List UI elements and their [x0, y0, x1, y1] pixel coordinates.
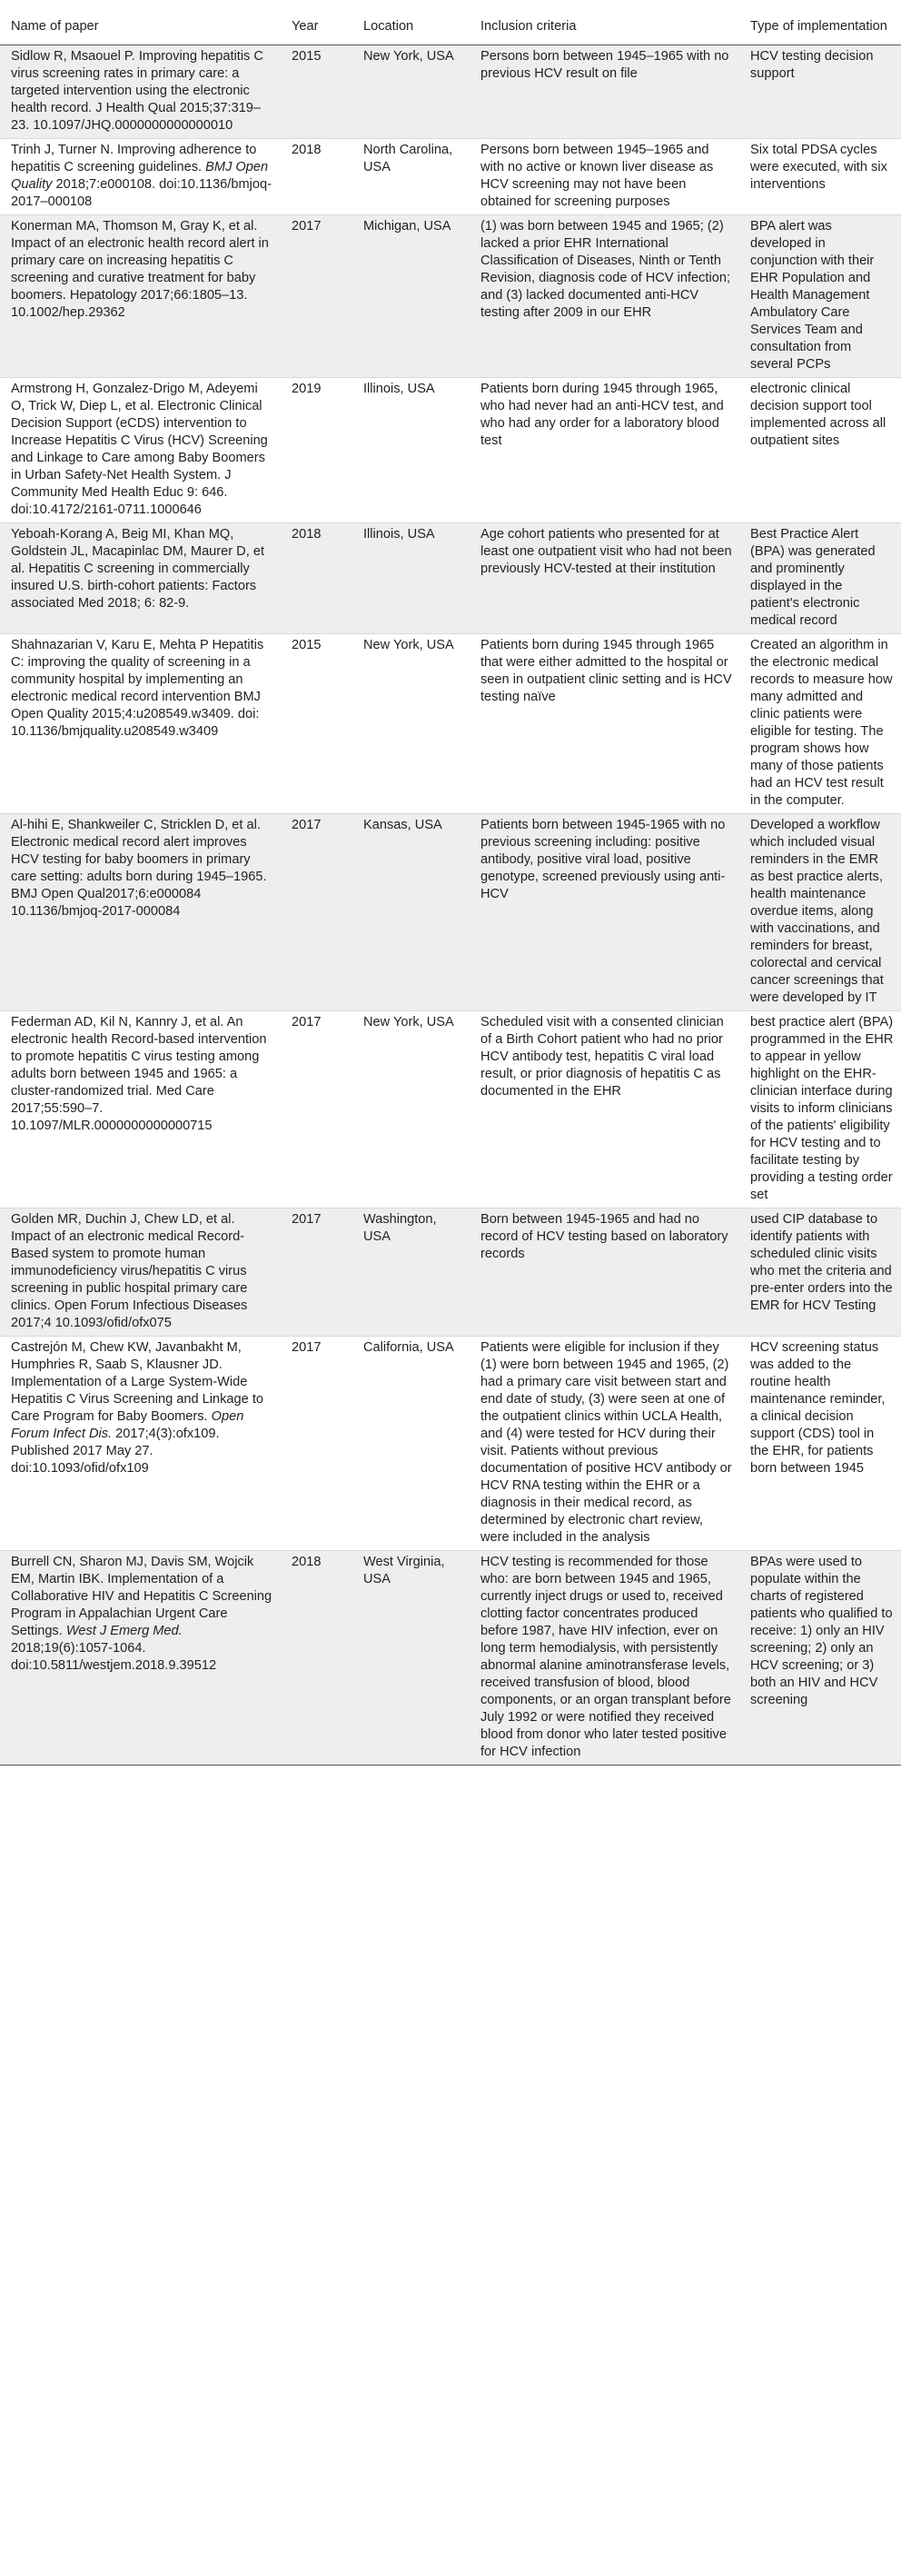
table-body: [0, 45, 901, 1765]
cell-inclusion: Born between 1945-1965 and had no record of HCV testing based on laboratory records: [480, 1212, 728, 1261]
table-row: [0, 139, 901, 215]
cell-type: best practice alert (BPA) programmed in the EHR to appear in yellow highlight on the EHR-clinician interface during visits to inform clinicians of the patients' eligibility for HCV testing and to facilitate testing by providing a testing order set: [750, 1015, 894, 1202]
cell-inclusion: Persons born between 1945–1965 and with no active or known liver disease as HCV screening may not have been obtained for screening purposes: [480, 143, 714, 209]
cell-location: Washington, USA: [363, 1212, 437, 1244]
cell-location: New York, USA: [363, 49, 454, 64]
cell-year: 2017: [292, 1015, 322, 1029]
cell-name: Federman AD, Kil N, Kannry J, et al. An electronic health Record-based intervention to promote hepatitis C virus testing among adults born between 1945 and 1965: a cluster-randomized trial. Med Care 2017;55:590–7. 10.1097/MLR.0000000000000715: [11, 1015, 267, 1133]
cell-year: 2018: [292, 143, 322, 157]
cell-type: Created an algorithm in the electronic medical records to measure how many admitted and clinic patients were eligible for testing. The program shows how many of those patients had an HCV test result in the computer.: [750, 638, 893, 808]
table-row: [0, 215, 901, 378]
cell-type: HCV screening status was added to the routine health maintenance reminder, a clinical decision support (CDS) tool in the EHR, for patients born between 1945: [750, 1340, 886, 1476]
cell-year: 2019: [292, 382, 322, 396]
cell-year: 2015: [292, 638, 322, 652]
cell-type: HCV testing decision support: [750, 49, 874, 81]
cell-type: Developed a workflow which included visual reminders in the EMR as best practice alerts, health maintenance overdue items, along with vaccinations, and reminders for breast, colorectal and cervical cancer screenings that were developed by IT: [750, 818, 884, 1005]
cell-location: Illinois, USA: [363, 527, 435, 542]
cell-inclusion: Persons born between 1945–1965 with no previous HCV result on file: [480, 49, 729, 81]
cell-name: [0, 139, 281, 215]
name-text: Trinh J, Turner N. Improving adherence to hepatitis C screening guidelines.: [11, 143, 257, 174]
journal-name: BMJ Open Quality: [11, 160, 269, 192]
table-row: [0, 523, 901, 634]
cell-inclusion: Patients were eligible for inclusion if they (1) were born between 1945 and 1965, (2) had a primary care visit between start and end date of study, (3) were seen at one of the outpatient clinics within UCLA Health, and (4) were tested for HCV during their visit. Patients without previous documentation of positive HCV antibody or HCV RNA testing within the EHR or a diagnosis in their medical record, as determined by electronic chart review, were included in the analysis: [480, 1340, 732, 1545]
cell-year: 2017: [292, 219, 322, 234]
cell-location: Kansas, USA: [363, 818, 442, 832]
header-name: Name of paper: [11, 19, 99, 34]
cell-location: Michigan, USA: [363, 219, 451, 234]
cell-inclusion: HCV testing is recommended for those who: are born between 1945 and 1965, currently inject drugs or used to, received clotting factor concentrates produced before 1987, have HIV infection, ever on long term hemodialysis, with persistently abnormal alanine aminotransferase levels, received transfusion of blood, blood components, or an organ transplant before July 1992 or were notified they received blood from donor who later tested positive for HCV infection: [480, 1555, 731, 1759]
cell-inclusion: Patients born between 1945-1965 with no previous screening including: positive antibody, positive viral load, positive genotype, screened previously using anti-HCV: [480, 818, 726, 901]
cell-type: BPA alert was developed in conjunction with their EHR Population and Health Management Ambulatory Care Services Team and consultation from several PCPs: [750, 219, 875, 372]
table-header: [0, 11, 901, 45]
table-row: [0, 1011, 901, 1208]
cell-inclusion: Patients born during 1945 through 1965, who had never had an anti-HCV test, and who had any order for a laboratory blood test: [480, 382, 724, 448]
table-row: [0, 814, 901, 1011]
name-text: 2017;4(3):ofx109. Published 2017 May 27. doi:10.1093/ofid/ofx109: [11, 1427, 220, 1476]
header-year: Year: [292, 19, 319, 34]
cell-year: 2017: [292, 1212, 322, 1227]
cell-name: [0, 1551, 281, 1765]
journal-name: Open Forum Infect Dis.: [11, 1409, 244, 1441]
name-text: Castrejón M, Chew KW, Javanbakht M, Humphries R, Saab S, Klausner JD. Implementation of a Large System-Wide Hepatitis C Virus Screening and Linkage to Care Program for Baby Boomers.: [11, 1340, 263, 1424]
cell-inclusion: (1) was born between 1945 and 1965; (2) lacked a prior EHR International Classification of Diseases, Ninth or Tenth Revision, diagnosis code of HCV infection; and (3) lacked documented anti-HCV testing after 2009 in our EHR: [480, 219, 730, 320]
table-row: [0, 634, 901, 814]
cell-type: Best Practice Alert (BPA) was generated and prominently displayed in the patient's electronic medical record: [750, 527, 876, 628]
header-type: Type of implementation: [750, 19, 887, 34]
cell-name: Armstrong H, Gonzalez-Drigo M, Adeyemi O, Trick W, Diep L, et al. Electronic Clinical Decision Support (eCDS) intervention to Increase Hepatitis C Virus (HCV) Screening and Linkage to Care among Baby Boomers in Urban Safety-Net Health System. J Community Med Health Educ 9: 646. doi:10.4172/2161-0711.1000646: [11, 382, 268, 517]
hcv-papers-table: [0, 11, 901, 1765]
header-row: [0, 11, 901, 45]
cell-name: [0, 1337, 281, 1551]
header-location: Location: [363, 19, 414, 34]
cell-location: New York, USA: [363, 1015, 454, 1029]
cell-year: 2017: [292, 1340, 322, 1355]
name-text: 2018;7:e000108. doi:10.1136/bmjoq-2017–000108: [11, 177, 272, 209]
cell-year: 2018: [292, 1555, 322, 1569]
cell-name: Sidlow R, Msaouel P. Improving hepatitis C virus screening rates in primary care: a targeted intervention using the electronic health record. J Health Qual 2015;37:319–23. 10.1097/JHQ.0000000000000010: [11, 49, 263, 133]
cell-location: New York, USA: [363, 638, 454, 652]
cell-type: electronic clinical decision support tool implemented across all outpatient sites: [750, 382, 886, 448]
cell-inclusion: Age cohort patients who presented for at least one outpatient visit who had not been previously HCV-tested at their institution: [480, 527, 732, 576]
journal-name: West J Emerg Med.: [65, 1624, 183, 1638]
cell-name: Yeboah-Korang A, Beig MI, Khan MQ, Goldstein JL, Macapinlac DM, Maurer D, et al. Hepatitis C screening in commercially insured U.S. birth-cohort patients: Factors associated Med 2018; 6: 82-9.: [11, 527, 265, 611]
cell-location: Illinois, USA: [363, 382, 435, 396]
cell-type: Six total PDSA cycles were executed, with six interventions: [750, 143, 887, 192]
cell-name: Konerman MA, Thomson M, Gray K, et al. Impact of an electronic health record alert in primary care on increasing hepatitis C screening and curative treatment for baby boomers. Hepatology 2017;66:1805–13. 10.1002/hep.29362: [11, 219, 269, 320]
cell-name: Golden MR, Duchin J, Chew LD, et al. Impact of an electronic medical Record-Based system to promote human immunodeficiency virus/hepatitis C virus screening in public hospital primary care clinics. Open Forum Infectious Diseases 2017;4 10.1093/ofid/ofx075: [11, 1212, 248, 1330]
name-text: 2018;19(6):1057-1064. doi:10.5811/westjem.2018.9.39512: [11, 1641, 217, 1673]
cell-inclusion: Scheduled visit with a consented clinician of a Birth Cohort patient who had no prior HCV antibody test, hepatitis C viral load result, or prior diagnosis of hepatitis C as documented in the EHR: [480, 1015, 724, 1099]
cell-inclusion: Patients born during 1945 through 1965 that were either admitted to the hospital or seen in outpatient clinic setting and is HCV testing naïve: [480, 638, 732, 704]
name-text: Burrell CN, Sharon MJ, Davis SM, Wojcik EM, Martin IBK. Implementation of a Collaborative HIV and Hepatitis C Screening Program in Appalachian Urgent Care Settings.: [11, 1555, 272, 1638]
table-row: [0, 1337, 901, 1551]
cell-name: Al-hihi E, Shankweiler C, Stricklen D, et al. Electronic medical record alert improves HCV testing for baby boomers in primary care setting: adults born during 1945–1965. BMJ Open Qual2017;6:e000084 10.1136/bmjoq-2017-000084: [11, 818, 267, 919]
cell-location: West Virginia, USA: [363, 1555, 445, 1586]
table-row: [0, 378, 901, 523]
cell-year: 2017: [292, 818, 322, 832]
cell-type: BPAs were used to populate within the charts of registered patients who qualified to receive: 1) only an HIV screening; 2) only an HCV screening; or 3) both an HIV and HCV screening: [750, 1555, 893, 1707]
cell-location: California, USA: [363, 1340, 454, 1355]
table-row: [0, 45, 901, 139]
cell-type: used CIP database to identify patients with scheduled clinic visits who met the criteria and pre-enter orders into the EMR for HCV Testing: [750, 1212, 893, 1313]
cell-name: Shahnazarian V, Karu E, Mehta P Hepatitis C: improving the quality of screening in a community hospital by implementing an electronic medical record intervention BMJ Open Quality 2015;4:u208549.w3409. doi: 10.1136/bmjquality.u208549.w3409: [11, 638, 264, 739]
table-row: [0, 1208, 901, 1337]
cell-location: North Carolina, USA: [363, 143, 453, 174]
cell-year: 2015: [292, 49, 322, 64]
header-inclusion: Inclusion criteria: [480, 19, 577, 34]
cell-year: 2018: [292, 527, 322, 542]
table-row: [0, 1551, 901, 1765]
